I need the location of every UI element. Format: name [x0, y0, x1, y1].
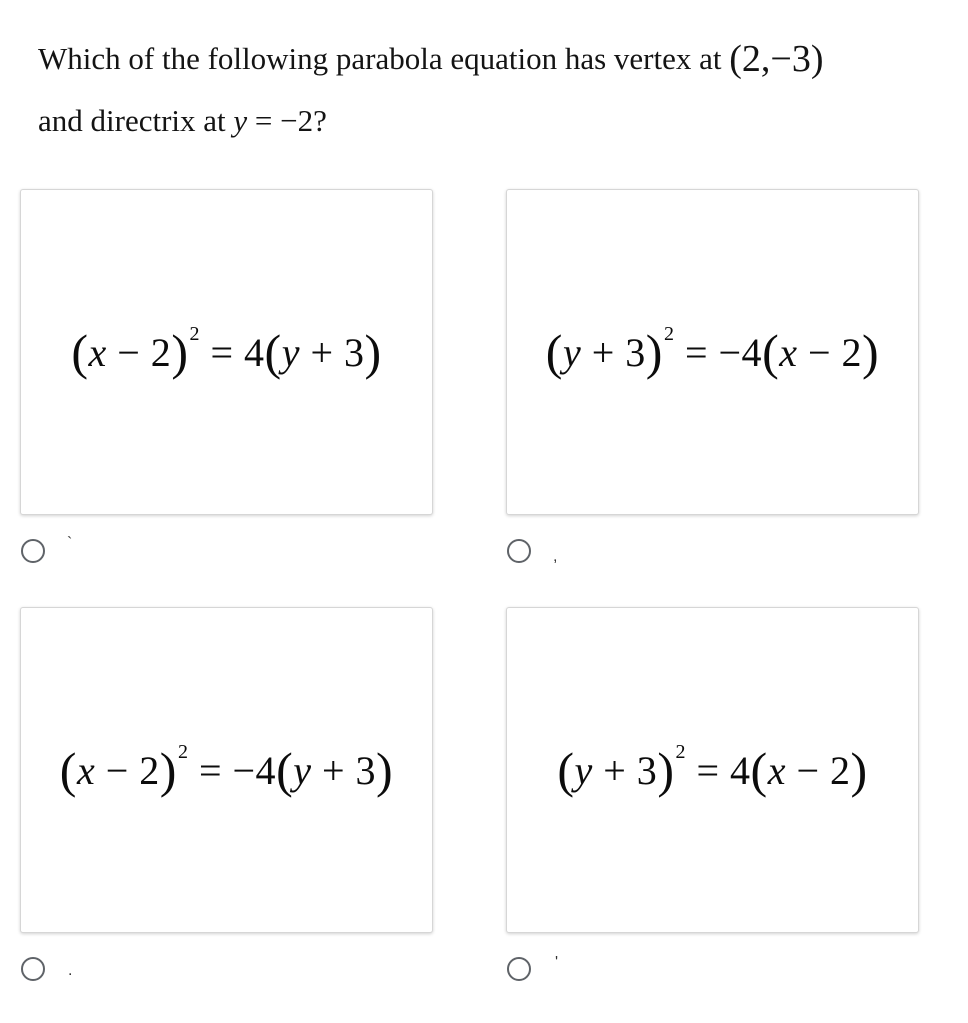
exponent: 2: [663, 323, 675, 345]
right-close-paren: ): [850, 742, 868, 798]
exponent: 2: [189, 323, 200, 345]
option-a-radio[interactable]: [21, 539, 45, 563]
right-variable: x: [767, 748, 786, 793]
right-term: − 2: [785, 748, 851, 793]
exponent: 2: [177, 741, 189, 763]
equals-coefficient: = −4: [188, 748, 277, 793]
left-variable: x: [88, 330, 107, 375]
right-close-paren: ): [364, 324, 382, 380]
option-b-label: ,: [553, 548, 558, 565]
right-term: + 3: [311, 748, 377, 793]
option-card-b[interactable]: [506, 189, 919, 515]
directrix-prefix: and directrix at: [38, 103, 234, 138]
option-b-equation: [546, 323, 879, 381]
directrix-value: = −2: [247, 103, 314, 138]
left-open-paren: (: [557, 742, 575, 798]
option-card-c[interactable]: [20, 607, 433, 933]
question-mark: ?: [313, 103, 327, 138]
right-variable: y: [281, 330, 300, 375]
question-text: [38, 28, 938, 151]
equals-coefficient: = 4: [685, 748, 751, 793]
option-c-radio[interactable]: [21, 957, 45, 981]
question-line-2: [38, 90, 938, 151]
left-close-paren: ): [159, 742, 177, 798]
question-prefix: Which of the following parabola equation has vertex at: [38, 41, 730, 76]
equals-coefficient: = −4: [674, 330, 763, 375]
right-open-paren: (: [762, 324, 780, 380]
option-a-label: `: [67, 535, 73, 552]
option-b-radio[interactable]: [507, 539, 531, 563]
left-close-paren: ): [645, 324, 663, 380]
vertex-coordinates: (2,−3): [729, 38, 824, 80]
directrix-variable: y: [233, 103, 248, 138]
right-open-paren: (: [264, 324, 282, 380]
right-close-paren: ): [376, 742, 394, 798]
left-open-paren: (: [71, 324, 89, 380]
option-a-equation: [71, 323, 381, 381]
right-variable: y: [293, 748, 312, 793]
option-d-label: ': [555, 954, 559, 971]
option-d-radio[interactable]: [507, 957, 531, 981]
left-variable: y: [562, 330, 582, 375]
option-c-equation: [60, 741, 393, 799]
right-term: + 3: [299, 330, 365, 375]
left-close-paren: ): [171, 324, 189, 380]
option-card-a[interactable]: [20, 189, 433, 515]
left-term: + 3: [592, 748, 658, 793]
option-d-equation: [557, 741, 867, 799]
left-term: + 3: [581, 330, 646, 375]
left-variable: x: [76, 748, 96, 793]
right-open-paren: (: [750, 742, 768, 798]
option-card-d[interactable]: [506, 607, 919, 933]
left-term: − 2: [106, 330, 172, 375]
exponent: 2: [675, 741, 686, 763]
directrix-equation: [233, 103, 313, 138]
option-c-label: .: [68, 962, 73, 979]
equals-coefficient: = 4: [199, 330, 265, 375]
right-close-paren: ): [862, 324, 880, 380]
right-open-paren: (: [276, 742, 294, 798]
left-open-paren: (: [59, 742, 77, 798]
right-term: − 2: [797, 330, 863, 375]
right-variable: x: [779, 330, 798, 375]
left-open-paren: (: [545, 324, 563, 380]
left-close-paren: ): [657, 742, 675, 798]
left-variable: y: [574, 748, 593, 793]
question-line-1: [38, 28, 938, 90]
left-term: − 2: [95, 748, 160, 793]
